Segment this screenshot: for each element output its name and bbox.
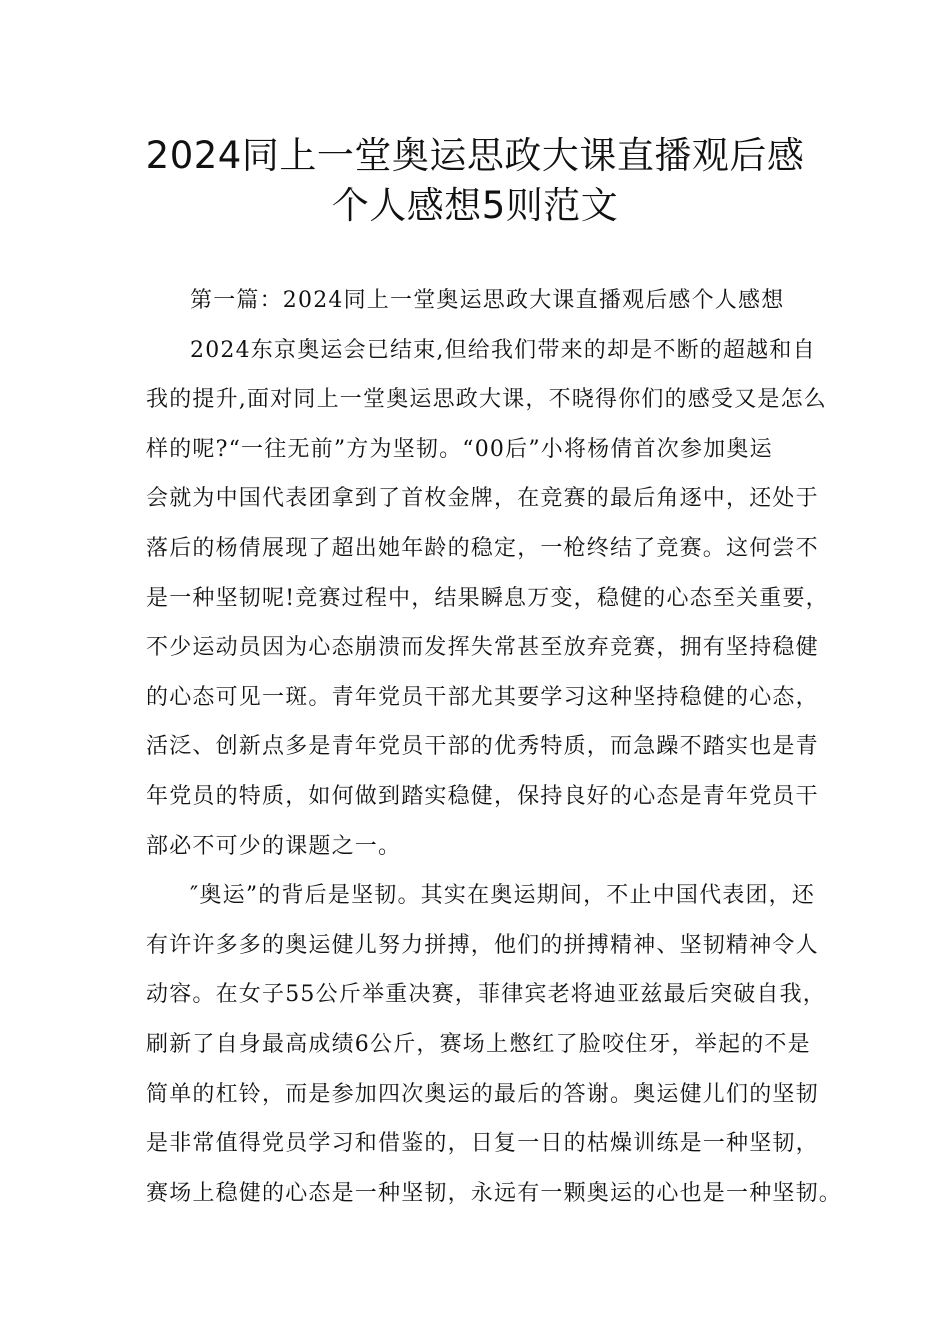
paragraph-line: 刷新了自身最高成绩6公斤，赛场上憋红了脸咬住牙，举起的不是 xyxy=(146,1031,811,1057)
paragraph-line: 部必不可少的课题之一。 xyxy=(146,833,402,859)
paragraph-line: ″奥运”的背后是坚韧。其实在奥运期间，不止中国代表团，还 xyxy=(190,883,816,909)
paragraph-line: 活泛、创新点多是青年党员干部的优秀特质，而急躁不踏实也是青 xyxy=(146,734,819,760)
section-heading: 第一篇：2024同上一堂奥运思政大课直播观后感个人感想 xyxy=(190,288,785,313)
paragraph-line: 简单的杠铃，而是参加四次奥运的最后的答谢。奥运健儿们的坚韧 xyxy=(146,1081,819,1107)
paragraph-line: 2024东京奥运会已结束,但给我们带来的却是不断的超越和自 xyxy=(190,337,816,363)
paragraph-line: 会就为中国代表团拿到了首枚金牌，在竞赛的最后角逐中，还处于 xyxy=(146,486,819,512)
paragraph-line: 赛场上稳健的心态是一种坚韧，永远有一颗奥运的心也是一种坚韧。 xyxy=(146,1180,843,1206)
paragraph-line: 我的提升,面对同上一堂奥运思政大课，不晓得你们的感受又是怎么 xyxy=(146,387,827,413)
paragraph-line: 是一种坚韧呢!竞赛过程中，结果瞬息万变，稳健的心态至关重要， xyxy=(146,585,829,611)
document-body xyxy=(146,281,843,1223)
paragraph-line: 样的呢?“一往无前”方为坚韧。“00后”小将杨倩首次参加奥运 xyxy=(146,436,773,462)
paragraph-line: 年党员的特质，如何做到踏实稳健，保持良好的心态是青年党员干 xyxy=(146,783,819,809)
document-title-line-1: 2024同上一堂奥运思政大课直播观后感 xyxy=(145,134,805,177)
document-title-line-2: 个人感想5则范文 xyxy=(331,184,619,227)
paragraph-line: 落后的杨倩展现了超出她年龄的稳定，一枪终结了竞赛。这何尝不 xyxy=(146,535,819,561)
paragraph-line: 不少运动员因为心态崩溃而发挥失常甚至放弃竞赛，拥有坚持稳健 xyxy=(146,635,819,661)
paragraph-line: 动容。在女子55公斤举重决赛，菲律宾老将迪亚兹最后突破自我， xyxy=(146,982,826,1008)
paragraph-line: 有许许多多的奥运健儿努力拼搏，他们的拼搏精神、坚韧精神令人 xyxy=(146,932,819,958)
paragraph-line: 的心态可见一斑。青年党员干部尤其要学习这种坚持稳健的心态， xyxy=(146,684,819,710)
paragraph-line: 是非常值得党员学习和借鉴的，日复一日的枯燥训练是一种坚韧， xyxy=(146,1131,819,1157)
